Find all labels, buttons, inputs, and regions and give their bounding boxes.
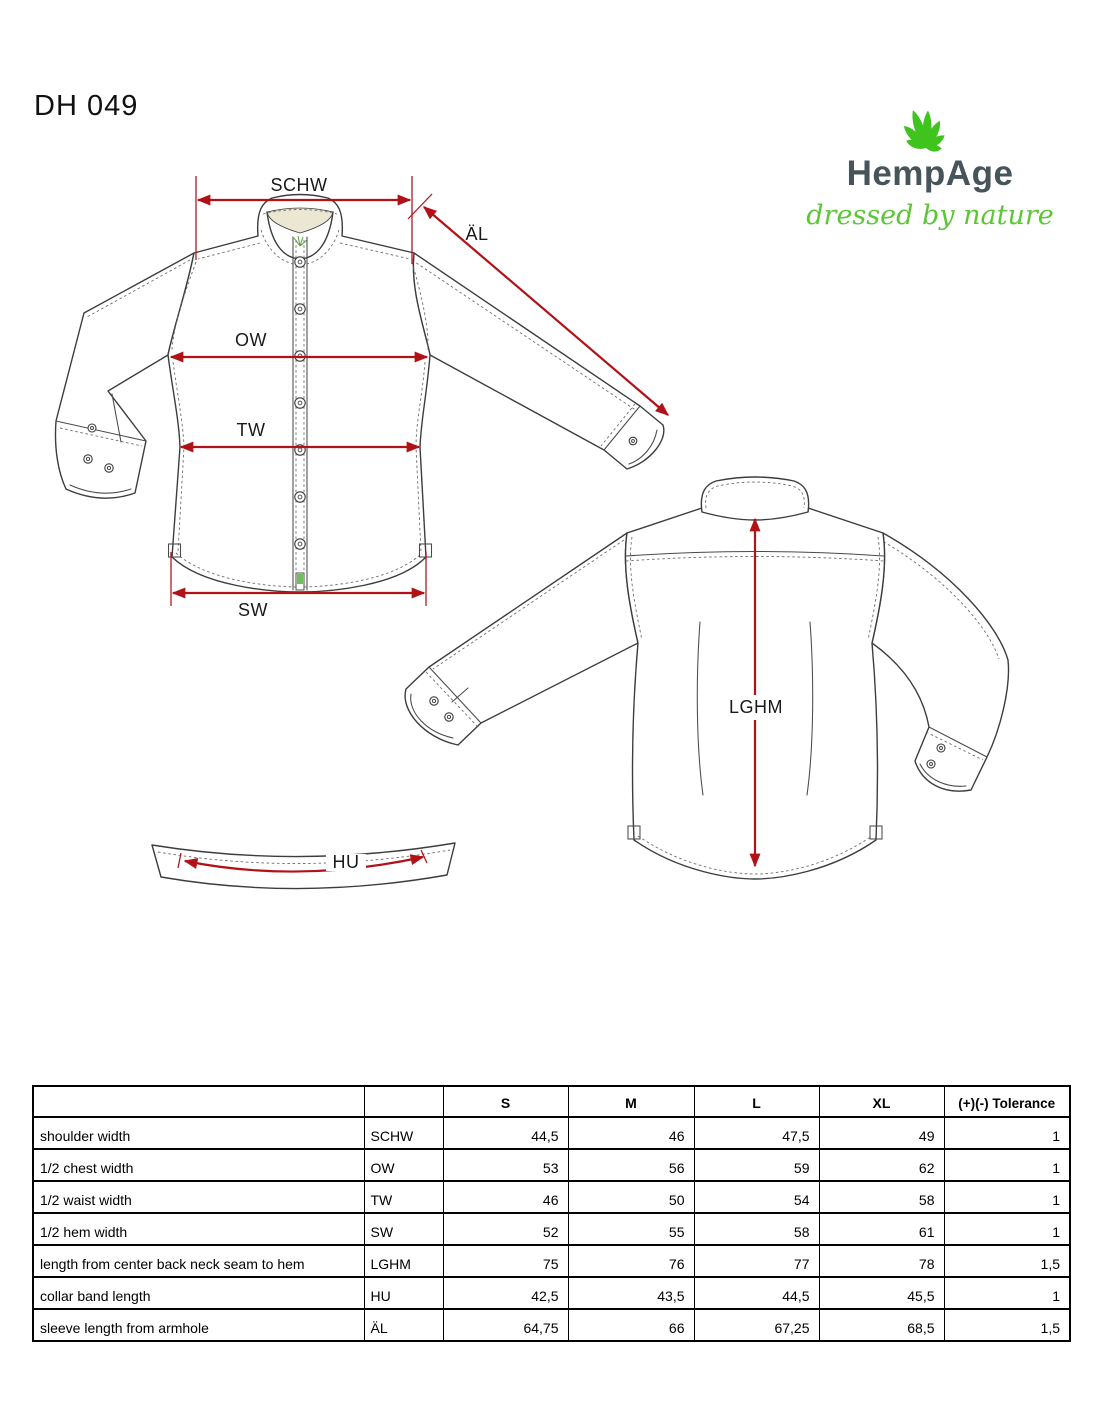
hem-loop-tag <box>297 574 303 584</box>
measurement-code: TW <box>364 1181 443 1213</box>
header-tolerance: (+)(-) Tolerance <box>944 1086 1070 1117</box>
value-s: 64,75 <box>443 1309 568 1341</box>
dimension-label-hu: HU <box>332 852 360 872</box>
measurement-code: OW <box>364 1149 443 1181</box>
value-xl: 49 <box>819 1117 944 1149</box>
value-m: 46 <box>568 1117 694 1149</box>
measurement-label: collar band length <box>33 1277 364 1309</box>
table-row <box>33 1245 1070 1277</box>
value-xl: 61 <box>819 1213 944 1245</box>
value-m: 55 <box>568 1213 694 1245</box>
brand-tagline: dressed by nature <box>806 200 1054 231</box>
value-s: 53 <box>443 1149 568 1181</box>
dimension-label-lghm: LGHM <box>728 697 784 717</box>
measurement-label: sleeve length from armhole <box>33 1309 364 1341</box>
value-m: 43,5 <box>568 1277 694 1309</box>
value-s: 75 <box>443 1245 568 1277</box>
value-m: 56 <box>568 1149 694 1181</box>
measurement-code: HU <box>364 1277 443 1309</box>
measurement-label: shoulder width <box>33 1117 364 1149</box>
value-l: 47,5 <box>694 1117 819 1149</box>
header-size-s: S <box>443 1086 568 1117</box>
value-s: 52 <box>443 1213 568 1245</box>
value-tolerance: 1 <box>944 1181 1070 1213</box>
value-xl: 62 <box>819 1149 944 1181</box>
value-m: 66 <box>568 1309 694 1341</box>
measurement-code: LGHM <box>364 1245 443 1277</box>
measurement-table <box>32 1085 1071 1342</box>
table-row <box>33 1213 1070 1245</box>
collar-band-drawing <box>152 843 455 889</box>
dimension-label-ow: OW <box>235 330 267 350</box>
header-size-xl: XL <box>819 1086 944 1117</box>
value-l: 58 <box>694 1213 819 1245</box>
value-xl: 45,5 <box>819 1277 944 1309</box>
dimension-label-ael: ÄL <box>465 224 489 244</box>
value-s: 46 <box>443 1181 568 1213</box>
value-l: 54 <box>694 1181 819 1213</box>
value-xl: 78 <box>819 1245 944 1277</box>
header-empty-label <box>33 1086 364 1117</box>
table-row <box>33 1277 1070 1309</box>
table-row <box>33 1181 1070 1213</box>
table-header-row <box>33 1086 1070 1117</box>
value-s: 44,5 <box>443 1117 568 1149</box>
front-view-drawing <box>55 195 663 593</box>
brand-name: HempAge <box>846 154 1014 193</box>
measurement-label: 1/2 chest width <box>33 1149 364 1181</box>
value-m: 76 <box>568 1245 694 1277</box>
value-tolerance: 1 <box>944 1149 1070 1181</box>
table-row <box>33 1117 1070 1149</box>
value-xl: 58 <box>819 1181 944 1213</box>
header-size-m: M <box>568 1086 694 1117</box>
measurement-code: SW <box>364 1213 443 1245</box>
dimension-label-schw: SCHW <box>270 175 328 195</box>
header-size-l: L <box>694 1086 819 1117</box>
value-tolerance: 1 <box>944 1117 1070 1149</box>
table-row <box>33 1149 1070 1181</box>
style-number: DH 049 <box>34 90 139 122</box>
value-tolerance: 1,5 <box>944 1245 1070 1277</box>
back-view-drawing <box>405 477 1008 879</box>
value-tolerance: 1,5 <box>944 1309 1070 1341</box>
header-empty-code <box>364 1086 443 1117</box>
value-l: 67,25 <box>694 1309 819 1341</box>
dimension-label-tw: TW <box>236 420 266 440</box>
value-tolerance: 1 <box>944 1277 1070 1309</box>
measurement-code: SCHW <box>364 1117 443 1149</box>
value-l: 59 <box>694 1149 819 1181</box>
measurement-code: ÄL <box>364 1309 443 1341</box>
value-tolerance: 1 <box>944 1213 1070 1245</box>
value-l: 77 <box>694 1245 819 1277</box>
value-xl: 68,5 <box>819 1309 944 1341</box>
dimension-label-sw: SW <box>238 600 268 620</box>
measurement-label: 1/2 hem width <box>33 1213 364 1245</box>
value-l: 44,5 <box>694 1277 819 1309</box>
measurement-label: 1/2 waist width <box>33 1181 364 1213</box>
value-m: 50 <box>568 1181 694 1213</box>
table-row <box>33 1309 1070 1341</box>
value-s: 42,5 <box>443 1277 568 1309</box>
measurement-label: length from center back neck seam to hem <box>33 1245 364 1277</box>
